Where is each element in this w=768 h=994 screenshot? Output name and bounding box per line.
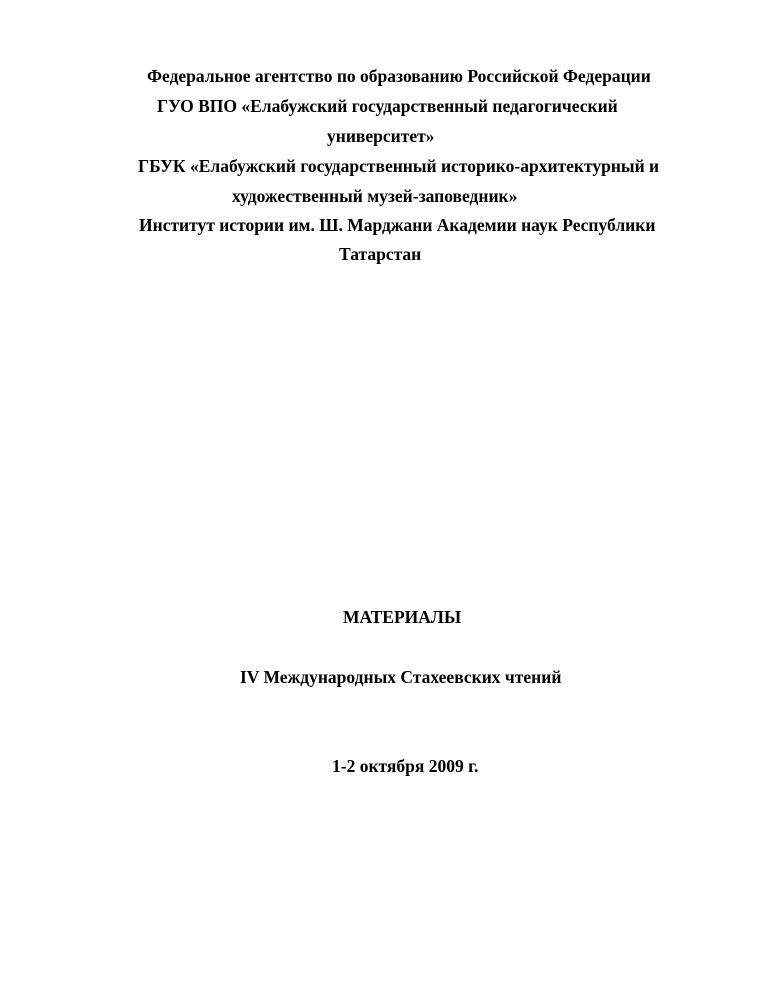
header-line-museum-cont: художественный музей-заповедник» — [232, 186, 518, 206]
header-line-institute-cont: Татарстан — [339, 244, 422, 264]
header-line-museum: ГБУК «Елабужский государственный историко-архитектурный и — [138, 156, 660, 176]
document-subtitle: IV Международных Стахеевских чтений — [240, 667, 562, 687]
document-date: 1-2 октября 2009 г. — [332, 756, 479, 776]
header-line-university: ГУО ВПО «Елабужский государственный педагогический — [157, 96, 618, 116]
header-line-university-cont: университет» — [327, 126, 435, 146]
header-line-institute: Институт истории им. Ш. Марджани Академии наук Республики — [139, 215, 656, 235]
document-title: МАТЕРИАЛЫ — [343, 607, 462, 627]
header-line-agency: Федеральное агентство по образованию Российской Федерации — [147, 66, 651, 86]
